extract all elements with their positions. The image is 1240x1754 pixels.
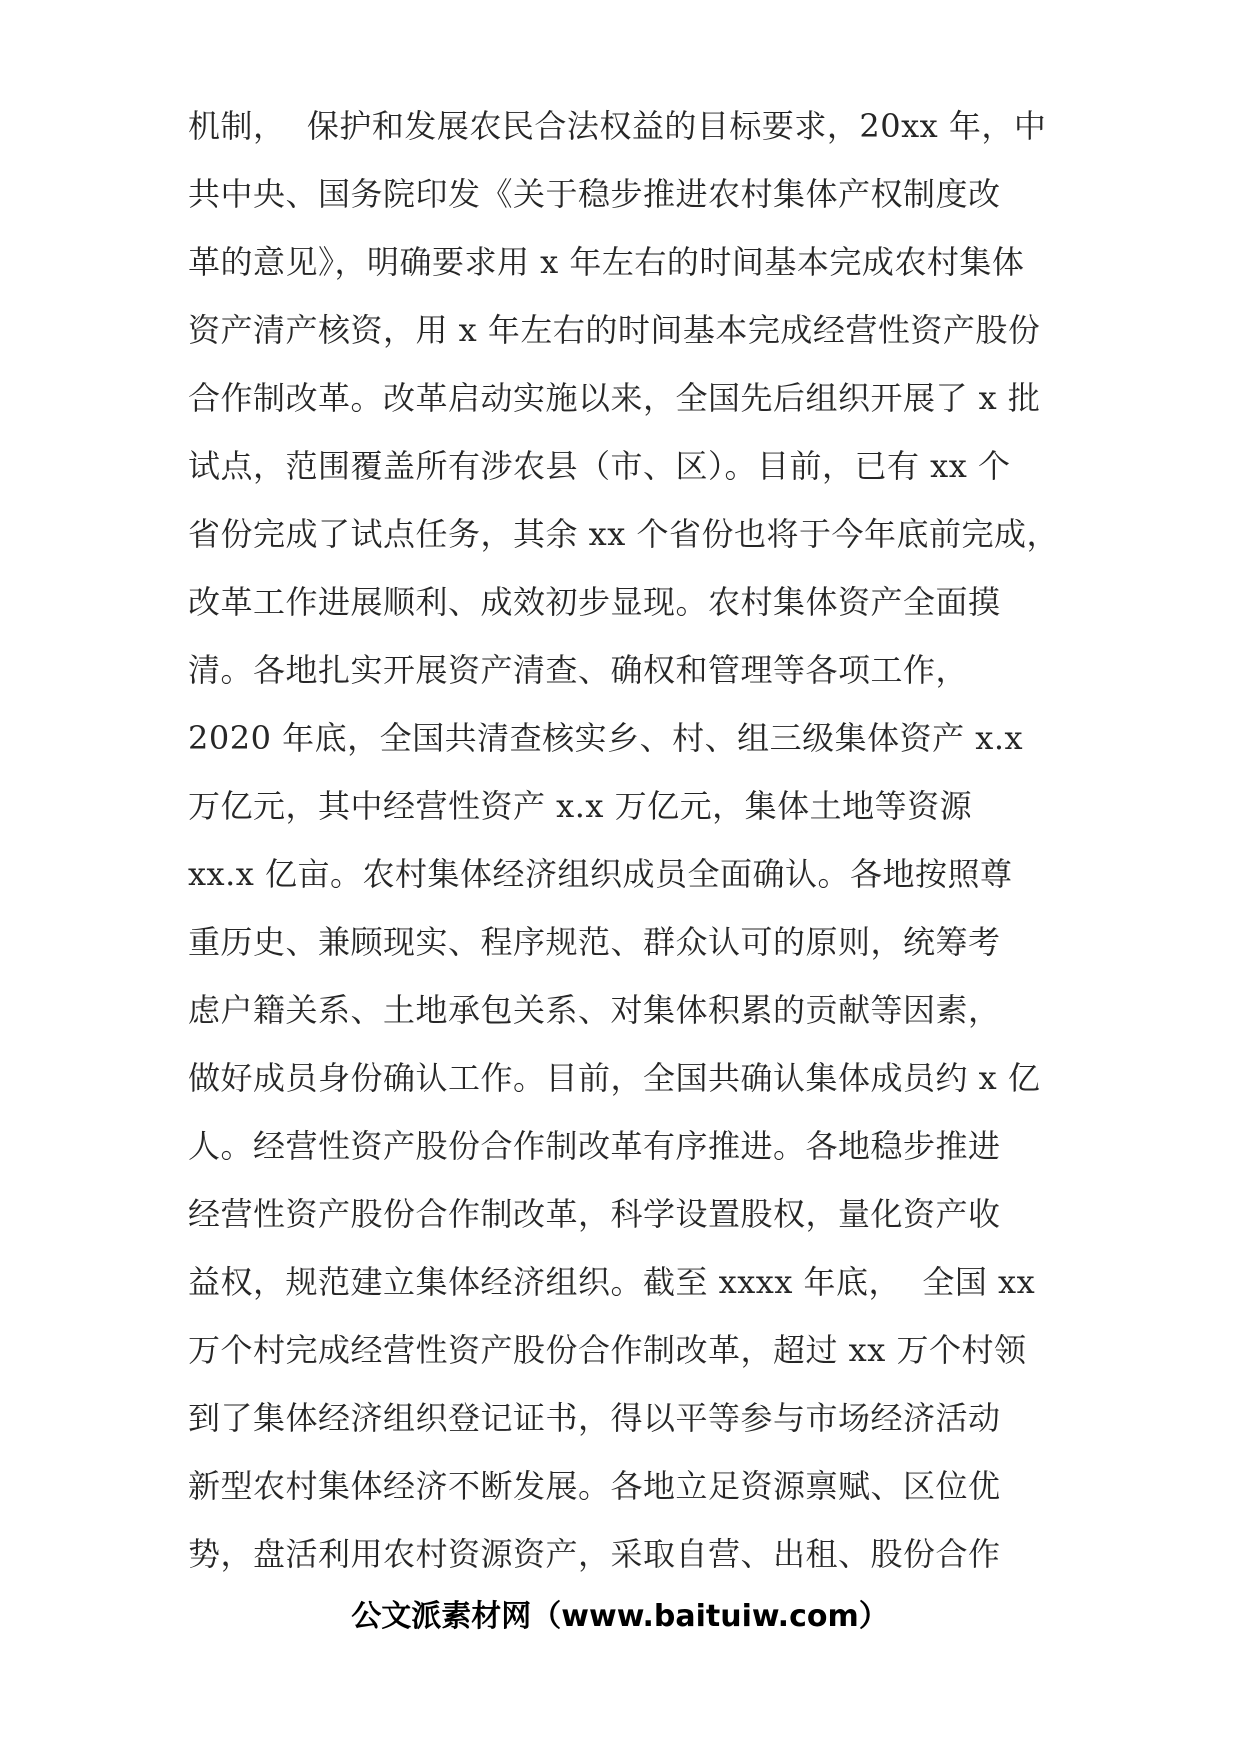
text-line: 做好成员身份确认工作。目前，全国共确认集体成员约 x 亿 [188,1059,1041,1097]
text-line: 万亿元，其中经营性资产 x.x 万亿元，集体土地等资源 [188,787,973,825]
text-line: 共中央、国务院印发《关于稳步推进农村集体产权制度改 [188,175,1001,213]
text-line: 合作制改革。改革启动实施以来，全国先后组织开展了 x 批 [188,379,1041,417]
text-line: 省份完成了试点任务，其余 xx 个省份也将于今年底前完成， [188,515,1059,553]
text-line: xx.x 亿亩。农村集体经济组织成员全面确认。各地按照尊 [188,855,1013,893]
text-line: 虑户籍关系、土地承包关系、对集体积累的贡献等因素， [188,991,1001,1029]
text-line: 新型农村集体经济不断发展。各地立足资源禀赋、区位优 [188,1467,1001,1505]
text-line: 重历史、兼顾现实、程序规范、群众认可的原则，统筹考 [188,923,1001,961]
text-line: 试点，范围覆盖所有涉农县（市、区）。目前，已有 xx 个 [188,447,1011,485]
footer-watermark: 公文派素材网（www.baituiw.com） [351,1599,889,1634]
text-line: 势，盘活利用农村资源资产，采取自营、出租、股份合作 [188,1535,1001,1573]
text-line: 经营性资产股份合作制改革，科学设置股权，量化资产收 [188,1195,1001,1233]
text-line: 万个村完成经营性资产股份合作制改革，超过 xx 万个村领 [188,1331,1027,1369]
text-line: 改革工作进展顺利、成效初步显现。农村集体资产全面摸 [188,583,1001,621]
text-line: 资产清产核资，用 x 年左右的时间基本完成经营性资产股份 [188,311,1041,349]
text-line: 清。各地扎实开展资产清查、确权和管理等各项工作， [188,651,969,689]
text-line: 2020 年底，全国共清查核实乡、村、组三级集体资产 x.x [188,719,1024,757]
text-line: 人。经营性资产股份合作制改革有序推进。各地稳步推进 [188,1127,1001,1165]
text-line: 到了集体经济组织登记证书，得以平等参与市场经济活动 [188,1399,1001,1437]
text-line: 益权，规范建立集体经济组织。截至 xxxx 年底， 全国 xx [188,1263,1036,1301]
text-line: 机制， 保护和发展农民合法权益的目标要求，20xx 年，中 [188,107,1047,145]
text-line: 革的意见》，明确要求用 x 年左右的时间基本完成农村集体 [188,243,1025,281]
document-body [188,92,1068,1588]
